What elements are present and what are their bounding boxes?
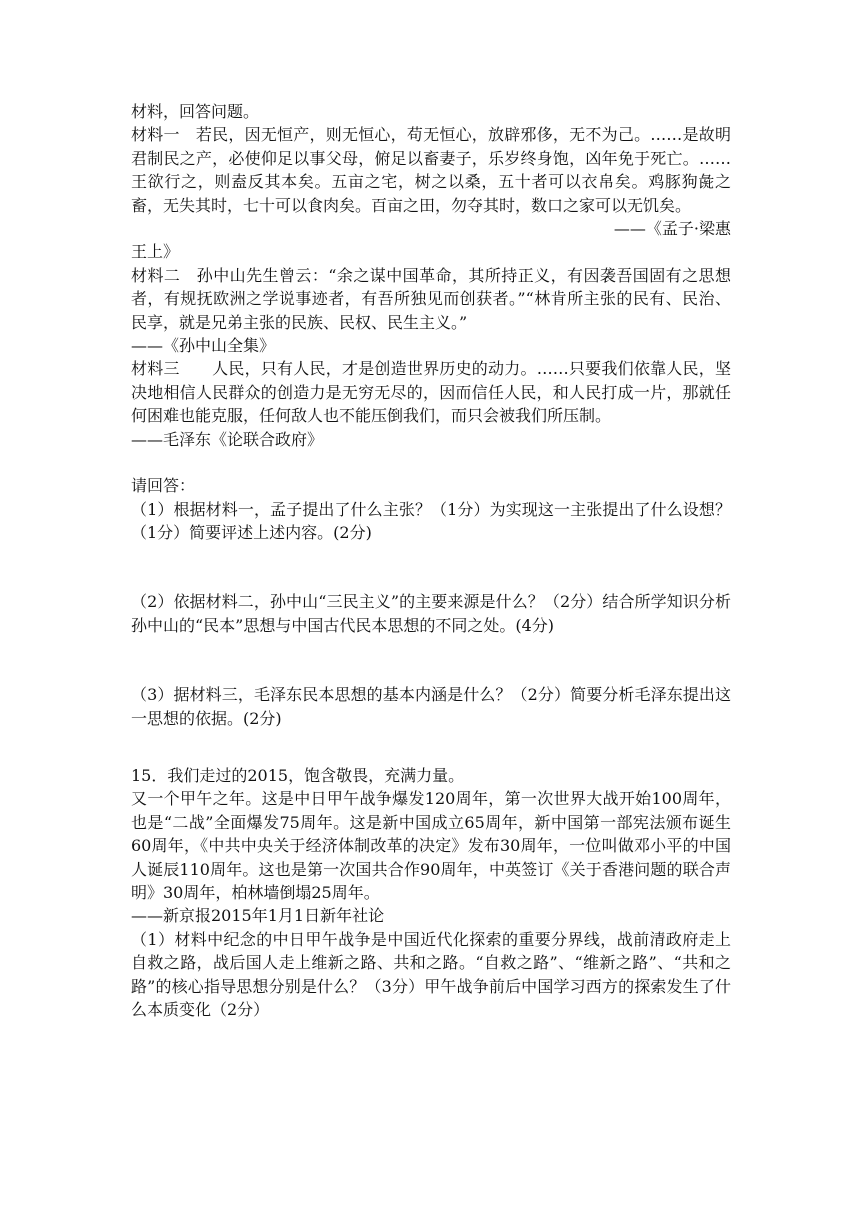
material-1-source-continued: 王上》 [131,242,180,262]
question-15-passage: 又一个甲午之年。这是中日甲午战争爆发120周年，第一次世界大战开始100周年，也是“二战”全面爆发75周年。这是新中国成立65周年，新中国第一部宪法颁布诞生60周年，《中共中央关于经济体制改革的决定》发布30周年，一位叫做邓小平的中国人诞辰110周年。这也是第一次国共合作90周年，中英签订《关于香港问题的联合声明》30周年，柏林墙倒塌25周年。 [131,789,731,902]
answer-prompt: 请回答： [131,476,196,496]
question-14-2: （2）依据材料二，孙中山“三民主义”的主要来源是什么？（2分）结合所学知识分析孙中山的“民本”思想与中国古代民本思想的不同之处。(4分) [131,592,731,635]
material-2-source: ——《孙中山全集》 [131,336,276,356]
answer-space [131,637,731,683]
material-1-source: ——《孟子·梁惠 [613,219,731,239]
material-3-text: 材料三 人民，只有人民，才是创造世界历史的动力。……只要我们依靠人民，坚决地相信人民群众的创造力是无穷无尽的，因而信任人民，和人民打成一片，那就任何困难也能克服，任何敌人也不能压倒我们，而只会被我们所压制。 [131,359,731,426]
material-3-source: ——毛泽东《论联合政府》 [131,429,324,449]
material-1-text: 材料一 若民，因无恒产，则无恒心，苟无恒心，放辟邪侈，无不为己。……是故明君制民之产，必使仰足以事父母，俯足以畜妻子，乐岁终身饱，凶年免于死亡。……王欲行之，则盍反其本矣。五亩之宅，树之以桑，五十者可以衣帛矣。鸡豚狗彘之畜，无失其时，七十可以食肉矣。百亩之田，勿夺其时，数口之家可以无饥矣。 [131,125,731,215]
document-body [131,100,731,1021]
question-14-3: （3）据材料三，毛泽东民本思想的基本内涵是什么？（2分）简要分析毛泽东提出这一思想的依据。(2分) [131,685,731,728]
question-15-title: 15．我们走过的2015，饱含敬畏，充满力量。 [131,765,465,785]
blank-line [131,451,731,474]
question-14-1: （1）根据材料一，孟子提出了什么主张？（1分）为实现这一主张提出了什么设想？（1分）简要评述上述内容。(2分) [131,499,731,542]
question-15-source: ——新京报2015年1月1日新年社论 [131,906,385,926]
answer-space [131,544,731,590]
material-2-text: 材料二 孙中山先生曾云：“余之谋中国革命，其所持正义，有因袭吾国固有之思想者，有规抚欧洲之学说事迹者，有吾所独见而创获者。”“林肯所主张的民有、民治、民享，就是兄弟主张的民族、民权、民生主义。” [131,265,731,332]
answer-space [131,730,731,764]
header-line: 材料，回答问题。 [131,102,260,121]
question-15-1: （1）材料中纪念的中日甲午战争是中国近代化探索的重要分界线，战前清政府走上自救之路，战后国人走上维新之路、共和之路。“自救之路”、“维新之路”、“共和之路”的核心指导思想分别是什么？（3分）甲午战争前后中国学习西方的探索发生了什么本质变化（2分） [131,929,731,1019]
